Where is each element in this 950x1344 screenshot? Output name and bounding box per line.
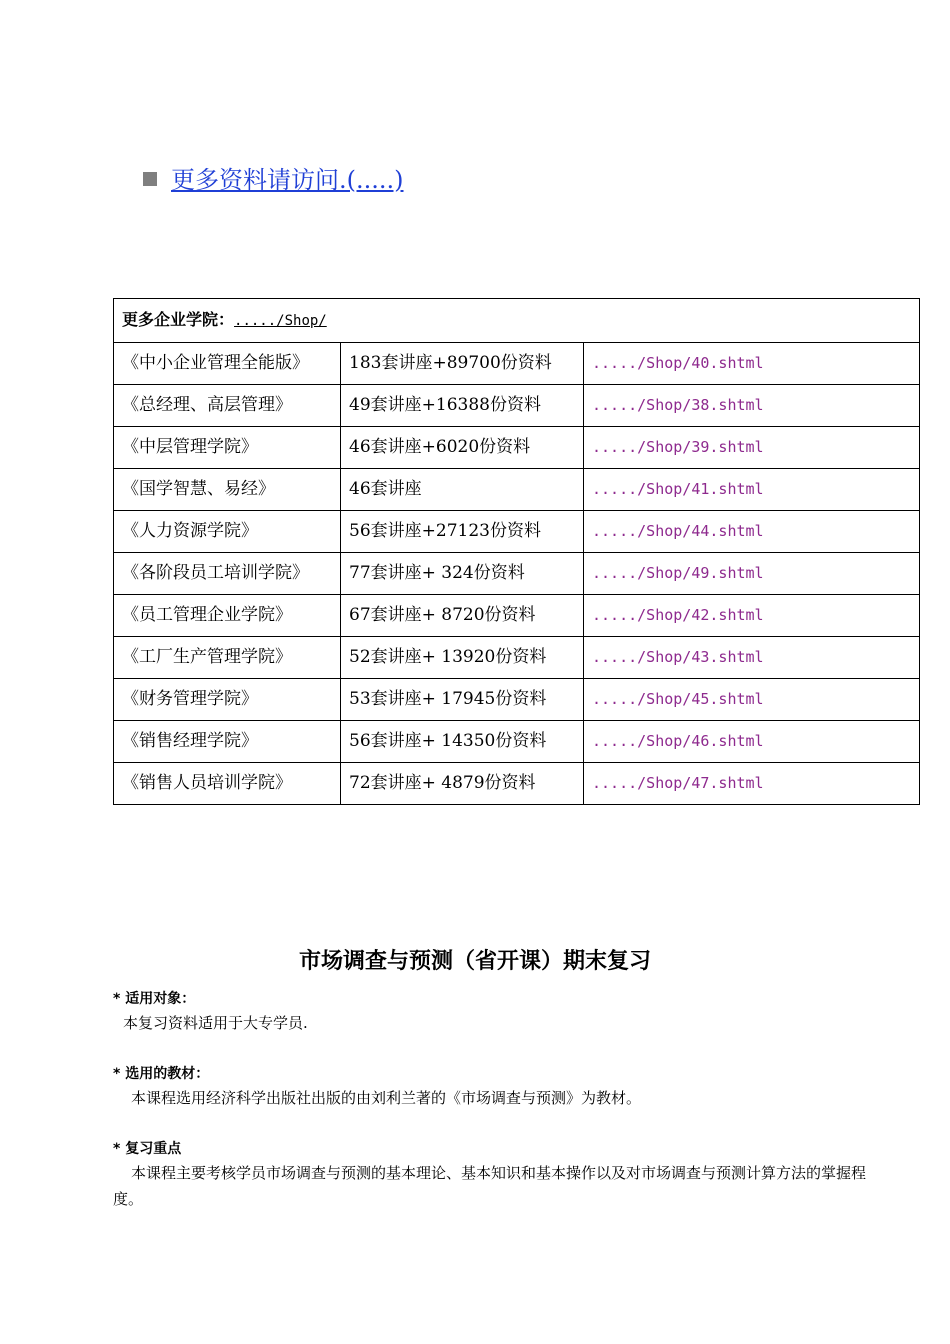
section-body: 本复习资料适用于大专学员. xyxy=(123,1014,308,1032)
section-body: 本课程主要考核学员市场调查与预测的基本理论、基本知识和基本操作以及对市场调查与预测计算方法的掌握程度。 xyxy=(113,1164,867,1208)
row-desc: 72套讲座+ 4879份资料 xyxy=(341,763,584,805)
row-desc: 46套讲座 xyxy=(341,469,584,511)
section-textbook xyxy=(113,1063,873,1111)
table-header-row xyxy=(114,299,920,343)
row-desc: 53套讲座+ 17945份资料 xyxy=(341,679,584,721)
header-label: 更多企业学院： xyxy=(122,310,235,329)
section-body: 本课程选用经济科学出版社出版的由刘利兰著的《市场调查与预测》为教材。 xyxy=(131,1089,642,1107)
table-row xyxy=(114,469,920,511)
row-url-link[interactable]: ...../Shop/46.shtml xyxy=(584,721,920,763)
row-name: 《工厂生产管理学院》 xyxy=(114,637,341,679)
row-desc: 56套讲座+ 14350份资料 xyxy=(341,721,584,763)
row-url-link[interactable]: ...../Shop/47.shtml xyxy=(584,763,920,805)
row-name: 《销售经理学院》 xyxy=(114,721,341,763)
row-url-link[interactable]: ...../Shop/42.shtml xyxy=(584,595,920,637)
section-heading: * 选用的教材： xyxy=(113,1066,210,1082)
shop-table xyxy=(113,298,920,805)
section-heading: * 适用对象： xyxy=(113,991,196,1007)
row-desc: 56套讲座+27123份资料 xyxy=(341,511,584,553)
row-desc: 77套讲座+ 324份资料 xyxy=(341,553,584,595)
row-name: 《中层管理学院》 xyxy=(114,427,341,469)
table-row xyxy=(114,385,920,427)
table-row xyxy=(114,595,920,637)
top-link-row xyxy=(143,160,404,195)
row-desc: 49套讲座+16388份资料 xyxy=(341,385,584,427)
table-row xyxy=(114,511,920,553)
more-resources-link[interactable]: 更多资料请访问.(.....) xyxy=(171,166,404,194)
row-name: 《中小企业管理全能版》 xyxy=(114,343,341,385)
section-audience xyxy=(113,988,873,1036)
row-url-link[interactable]: ...../Shop/41.shtml xyxy=(584,469,920,511)
section-heading: * 复习重点 xyxy=(113,1141,182,1157)
row-desc: 52套讲座+ 13920份资料 xyxy=(341,637,584,679)
table-row xyxy=(114,763,920,805)
table-row xyxy=(114,343,920,385)
row-url-link[interactable]: ...../Shop/44.shtml xyxy=(584,511,920,553)
table-row xyxy=(114,679,920,721)
row-url-link[interactable]: ...../Shop/38.shtml xyxy=(584,385,920,427)
row-desc: 46套讲座+6020份资料 xyxy=(341,427,584,469)
row-name: 《国学智慧、易经》 xyxy=(114,469,341,511)
header-url-link[interactable]: ...../Shop/ xyxy=(234,313,327,329)
table-row xyxy=(114,553,920,595)
document-title: 市场调查与预测（省开课）期末复习 xyxy=(298,949,651,974)
square-bullet-icon xyxy=(143,172,157,186)
row-name: 《人力资源学院》 xyxy=(114,511,341,553)
table-row xyxy=(114,721,920,763)
table-header-cell xyxy=(114,299,920,343)
table-row xyxy=(114,637,920,679)
row-name: 《员工管理企业学院》 xyxy=(114,595,341,637)
row-url-link[interactable]: ...../Shop/39.shtml xyxy=(584,427,920,469)
row-name: 《销售人员培训学院》 xyxy=(114,763,341,805)
section-key-points xyxy=(113,1138,873,1212)
row-desc: 67套讲座+ 8720份资料 xyxy=(341,595,584,637)
row-url-link[interactable]: ...../Shop/49.shtml xyxy=(584,553,920,595)
table-row xyxy=(114,427,920,469)
row-name: 《总经理、高层管理》 xyxy=(114,385,341,427)
row-desc: 183套讲座+89700份资料 xyxy=(341,343,584,385)
row-name: 《各阶段员工培训学院》 xyxy=(114,553,341,595)
row-name: 《财务管理学院》 xyxy=(114,679,341,721)
row-url-link[interactable]: ...../Shop/43.shtml xyxy=(584,637,920,679)
row-url-link[interactable]: ...../Shop/40.shtml xyxy=(584,343,920,385)
row-url-link[interactable]: ...../Shop/45.shtml xyxy=(584,679,920,721)
